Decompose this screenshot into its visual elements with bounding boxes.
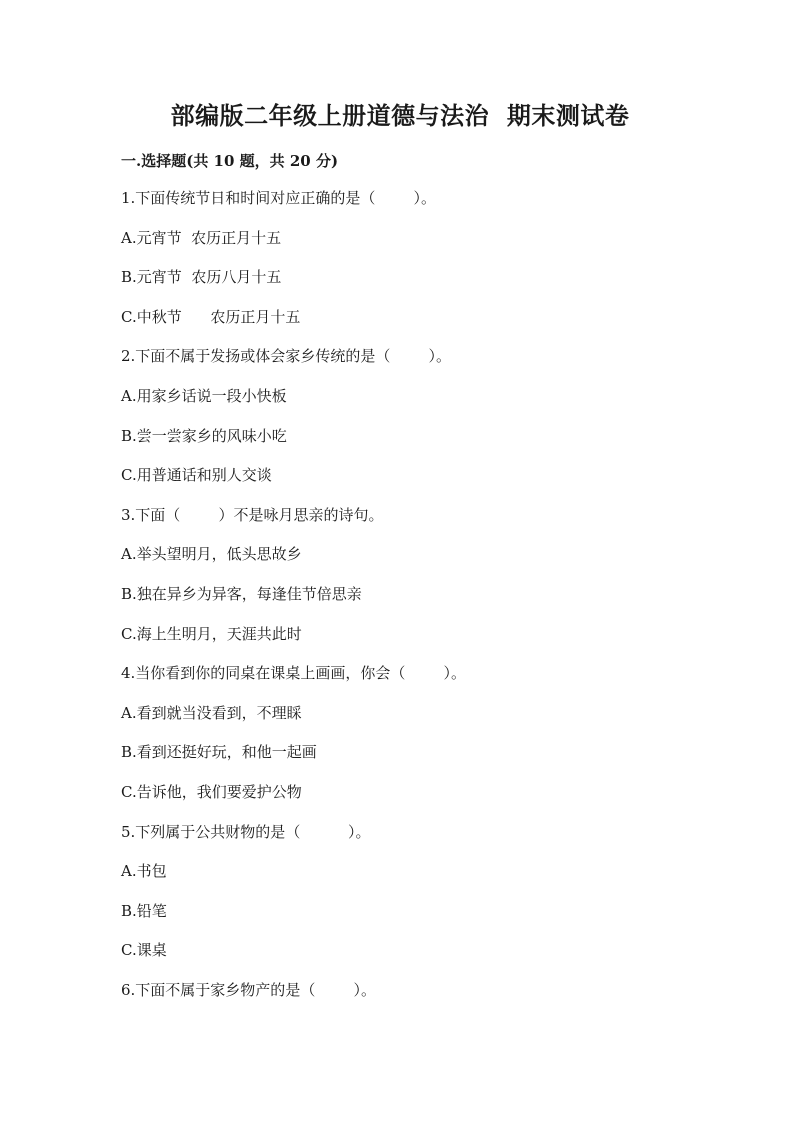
answer-option: B.元宵节 农历八月十五 xyxy=(121,268,282,286)
answer-option: C.告诉他，我们要爱护公物 xyxy=(121,783,302,801)
answer-option: C.中秋节 农历正月十五 xyxy=(121,308,301,326)
question-stem: 4.当你看到你的同桌在课桌上画画，你会（ ）。 xyxy=(121,664,466,682)
answer-option: A.书包 xyxy=(121,862,167,880)
answer-option: C.用普通话和别人交谈 xyxy=(121,466,272,484)
answer-option: B.独在异乡为异客，每逢佳节倍思亲 xyxy=(121,585,362,603)
answer-option: C.海上生明月，天涯共此时 xyxy=(121,625,302,643)
question-stem: 3.下面（ ）不是咏月思亲的诗句。 xyxy=(121,506,384,524)
question-stem: 5.下列属于公共财物的是（ ）。 xyxy=(121,823,371,841)
section-heading: 一.选择题(共 10 题，共 20 分) xyxy=(121,152,339,170)
answer-option: A.用家乡话说一段小快板 xyxy=(121,387,287,405)
answer-option: B.铅笔 xyxy=(121,902,167,920)
page-title: 部编版二年级上册道德与法治 期末测试卷 xyxy=(170,101,630,130)
answer-option: A.举头望明月，低头思故乡 xyxy=(121,545,302,563)
answer-option: B.尝一尝家乡的风味小吃 xyxy=(121,427,287,445)
answer-option: B.看到还挺好玩，和他一起画 xyxy=(121,743,317,761)
question-stem: 2.下面不属于发扬或体会家乡传统的是（ ）。 xyxy=(121,347,451,365)
answer-option: A.元宵节 农历正月十五 xyxy=(121,229,282,247)
answer-option: A.看到就当没看到，不理睬 xyxy=(121,704,302,722)
answer-option: C.课桌 xyxy=(121,941,167,959)
question-stem: 1.下面传统节日和时间对应正确的是（ ）。 xyxy=(121,189,436,207)
question-stem: 6.下面不属于家乡物产的是（ ）。 xyxy=(121,981,376,999)
